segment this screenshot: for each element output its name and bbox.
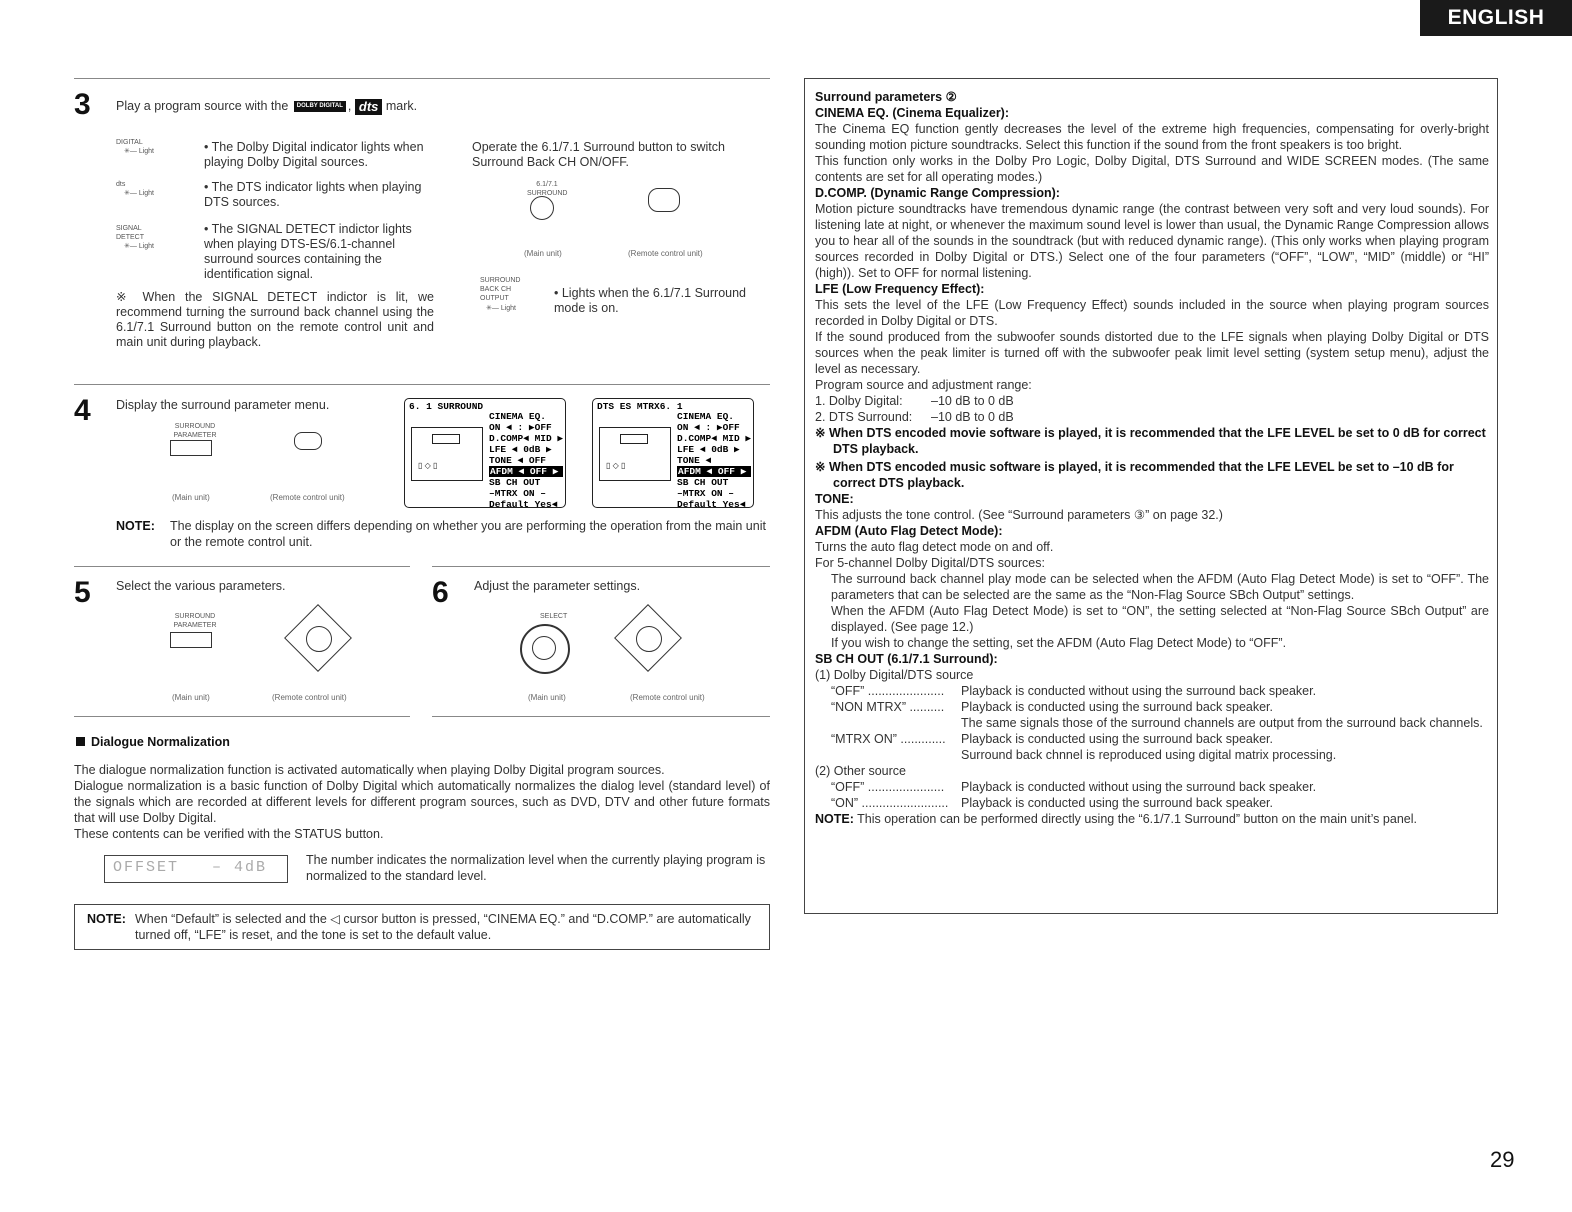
range-value: –10 dB to 0 dB — [931, 394, 1014, 408]
surround-parameter-label: SURROUND PARAMETER — [173, 423, 217, 439]
speaker-diagram: ▯ ◇ ▯ — [411, 427, 483, 481]
lfe-warning: ※ When DTS encoded music software is played, it is recommended that the LFE LEVEL be set to –10 dB for correct DTS playback. — [815, 460, 1454, 490]
dialogue-paragraph: These contents can be verified with the STATUS button. — [74, 827, 384, 841]
sb-source-label: (2) Other source — [815, 764, 907, 778]
main-unit-caption: (Main unit) — [172, 693, 210, 702]
light-label: Light — [138, 148, 154, 155]
osd-line: –MTRX ON – — [489, 488, 547, 499]
light-label: Light — [500, 305, 516, 312]
speaker-diagram: ▯ ◇ ▯ — [599, 427, 671, 481]
osd-line: CINEMA EQ. — [677, 411, 735, 422]
afdm-heading: AFDM (Auto Flag Detect Mode): — [815, 524, 1003, 538]
surround-parameter-button[interactable] — [170, 440, 212, 456]
sb-option-desc: The same signals those of the surround channels are output from the surround back channels. — [961, 716, 1483, 730]
step5-text: Select the various parameters. — [116, 579, 286, 593]
sb-option-row — [815, 779, 1489, 795]
light-label: Light — [138, 190, 154, 197]
osd-title: 6. 1 SURROUND — [409, 401, 484, 412]
main-unit-caption: (Main unit) — [528, 693, 566, 702]
offset-display-text: OFFSET – 4dB — [113, 859, 268, 876]
cinema-eq-text: This function only works in the Dolby Pro Logic, Dolby Digital, DTS Surround and WIDE SCREEN modes. (The same contents are set for all operating modes.) — [815, 154, 1489, 184]
osd-line: ON ◄ : ▶OFF — [489, 422, 552, 433]
osd-screen-surround — [404, 398, 566, 508]
lfe-range-row — [815, 409, 1489, 425]
sb-indicator-text: • Lights when the 6.1/7.1 Surround mode is on. — [554, 286, 747, 315]
note-label: NOTE: — [815, 812, 854, 826]
divider — [432, 716, 770, 717]
osd-line: Default Yes◄ — [489, 499, 558, 510]
sb-light-icon: ✳— Light — [486, 305, 516, 312]
osd-line-selected: AFDM ◄ OFF ▶ — [677, 466, 751, 477]
osd-line: CINEMA EQ. — [489, 411, 547, 422]
divider — [74, 566, 410, 567]
dolby-indicator-text: • The Dolby Digital indicator lights when playing Dolby Digital sources. — [204, 140, 424, 169]
step6-text: Adjust the parameter settings. — [474, 579, 641, 593]
step3-lead: Play a program source with the DOLBY DIGITAL , dts mark. — [116, 98, 418, 114]
remote-unit-caption: (Remote control unit) — [630, 693, 705, 702]
sb-option: “OFF” ...................... — [831, 780, 945, 794]
osd-line: –MTRX ON – — [677, 488, 735, 499]
sb-option-desc: Playback is conducted using the surround back speaker. — [961, 732, 1273, 746]
osd-line: LFE ◄ 0dB ▶ — [489, 444, 552, 455]
sb-option-desc: Surround back chnnel is reproduced using digital matrix processing. — [961, 748, 1337, 762]
step-number: 4 — [74, 394, 91, 427]
divider — [74, 78, 770, 79]
default-note-text: When “Default” is selected and the ◁ cursor button is pressed, “CINEMA EQ.” and “D.COMP.” are automatically turned off, “LFE” is reset, and the tone is set to the default value. — [135, 912, 751, 942]
afdm-text: Turns the auto flag detect mode on and off. — [815, 540, 1054, 554]
afdm-text: For 5-channel Dolby Digital/DTS sources: — [815, 556, 1045, 570]
indicator-label: dts — [116, 181, 126, 188]
lfe-text: This sets the level of the LFE (Low Frequency Effect) sounds included in the source when playing program sources recorded in Dolby Digital or DTS. — [815, 298, 1489, 328]
range-source: 1. Dolby Digital: — [815, 394, 903, 408]
tone-text: This adjusts the tone control. (See “Surround parameters ③” on page 32.) — [815, 508, 1223, 522]
dolby-indicator-icon: DIGITAL ✳— Light — [116, 138, 176, 156]
indicator-label: SIGNAL DETECT — [116, 225, 144, 241]
signal-detect-note: ※ When the SIGNAL DETECT indictor is lit, we recommend turning the surround back channel using the 6.1/7.1 Surround button on the remote control unit and main unit during playback. — [116, 290, 434, 349]
surround-button-label: 6.1/7.1 SURROUND — [527, 181, 568, 197]
sb-indicator-label: SURROUND BACK CH OUTPUT — [480, 277, 521, 302]
osd-line: D.COMP◄ MID ▶ — [489, 433, 564, 444]
dialogue-paragraph: The dialogue normalization function is activated automatically when playing Dolby Digital program sources. — [74, 763, 665, 777]
offset-display — [104, 855, 288, 883]
remote-unit-caption: (Remote control unit) — [270, 493, 345, 502]
step-number: 6 — [432, 576, 449, 609]
select-knob-label: SELECT — [540, 613, 568, 620]
indicator-label: DIGITAL — [116, 139, 143, 146]
signal-detect-icon: SIGNAL DETECT ✳— Light — [116, 225, 154, 250]
divider — [74, 384, 770, 385]
osd-line-selected: AFDM ◄ OFF ▶ — [489, 466, 563, 477]
light-label: Light — [138, 243, 154, 250]
afdm-text: The surround back channel play mode can be selected when the AFDM (Auto Flag Detect Mode) is set to “OFF”. The parameters that can be selected are the same as the “Non-Flag Source SBch Output” settings. — [831, 572, 1489, 602]
sb-option-desc: Playback is conducted using the surround back speaker. — [961, 796, 1273, 810]
tone-heading: TONE: — [815, 492, 854, 506]
sb-option: “MTRX ON” ............. — [831, 732, 946, 746]
osd-line: D.COMP◄ MID ▶ — [677, 433, 752, 444]
dialogue-body — [74, 762, 770, 842]
cursor-pad-icon[interactable] — [284, 604, 354, 674]
osd-menu — [489, 411, 563, 510]
osd-line: SB CH OUT — [677, 477, 729, 488]
step-number: 3 — [74, 88, 91, 121]
osd-line: LFE ◄ 0dB ▶ — [677, 444, 740, 455]
lfe-warning: ※ When DTS encoded movie software is played, it is recommended that the LFE LEVEL be set to 0 dB for correct DTS playback. — [815, 426, 1486, 456]
osd-line: TONE ◄ — [677, 455, 712, 466]
note-label: NOTE: — [116, 519, 155, 533]
dts-indicator-icon: dts ✳— Light — [116, 180, 176, 198]
select-knob-icon[interactable] — [520, 624, 570, 674]
surround-parameter-label: SURROUND PARAMETER — [173, 613, 217, 629]
dolby-digital-logo: DOLBY DIGITAL — [294, 101, 346, 112]
osd-line: TONE ◄ OFF — [489, 455, 547, 466]
cursor-pad-icon[interactable] — [614, 604, 684, 674]
surround-button-icon[interactable] — [530, 196, 554, 220]
main-unit-caption: (Main unit) — [524, 249, 562, 258]
dts-logo: dts — [355, 99, 383, 115]
remote-unit-caption: (Remote control unit) — [628, 249, 703, 258]
operate-text: Operate the 6.1/7.1 Surround button to switch Surround Back CH ON/OFF. — [472, 140, 725, 169]
osd-line: Default Yes◄ — [677, 499, 746, 510]
surround-parameters-panel — [804, 78, 1498, 914]
osd-line: SB CH OUT — [489, 477, 541, 488]
main-unit-caption: (Main unit) — [172, 493, 210, 502]
dcomp-heading: D.COMP. (Dynamic Range Compression): — [815, 186, 1060, 200]
dialogue-heading: Dialogue Normalization — [91, 735, 230, 749]
sb-option-row — [815, 699, 1489, 715]
note-label: NOTE: — [87, 912, 126, 926]
osd-line: ON ◄ : ▶OFF — [677, 422, 740, 433]
lfe-range-row — [815, 393, 1489, 409]
remote-button-icon[interactable] — [294, 432, 322, 450]
sb-option: “OFF” ...................... — [831, 684, 945, 698]
divider — [432, 566, 770, 567]
cinema-eq-text: The Cinema EQ function gently decreases the level of the extreme high frequencies, compensating for overly-bright sounding motion picture soundtracks. Select this function if the sound from the front speakers is too bright. — [815, 122, 1489, 152]
signal-detect-text: • The SIGNAL DETECT indictor lights when playing DTS-ES/6.1-channel surround sources containing the identification signal. — [204, 222, 412, 281]
lfe-heading: LFE (Low Frequency Effect): — [815, 282, 985, 296]
osd-menu — [677, 411, 751, 510]
step3-lead-text: Play a program source with the — [116, 99, 289, 113]
step4-note: The display on the screen differs depending on whether you are performing the operation from the main unit or the remote control unit. — [170, 519, 766, 549]
dts-indicator-text: • The DTS indicator lights when playing DTS sources. — [204, 180, 422, 209]
sb-option: “NON MTRX” .......... — [831, 700, 945, 714]
sb-option: “ON” ......................... — [831, 796, 949, 810]
range-source: 2. DTS Surround: — [815, 410, 913, 424]
sb-option-desc: Playback is conducted without using the surround back speaker. — [961, 684, 1317, 698]
sb-ch-out-heading: SB CH OUT (6.1/7.1 Surround): — [815, 652, 998, 666]
sb-note-text: This operation can be performed directly using the “6.1/7.1 Surround” button on the main unit’s panel. — [857, 812, 1417, 826]
sb-option-desc: Playback is conducted without using the surround back speaker. — [961, 780, 1317, 794]
range-value: –10 dB to 0 dB — [931, 410, 1014, 424]
remote-unit-caption: (Remote control unit) — [272, 693, 347, 702]
sb-option-row — [815, 683, 1489, 699]
default-note-box — [74, 904, 770, 950]
sb-source-label: (1) Dolby Digital/DTS source — [815, 668, 974, 682]
square-bullet-icon — [76, 737, 85, 746]
sb-option-row — [815, 795, 1489, 811]
divider — [74, 716, 410, 717]
osd-screen-dts — [592, 398, 754, 508]
page-number: 29 — [1490, 1147, 1515, 1172]
sb-option-desc: Playback is conducted using the surround back speaker. — [961, 700, 1273, 714]
sb-option-row — [815, 731, 1489, 747]
afdm-text: When the AFDM (Auto Flag Detect Mode) is set to “ON”, the setting selected at “Non-Flag Source SBch Output” are displayed. (See page 12.) — [831, 604, 1489, 634]
language-tab: ENGLISH — [1420, 0, 1572, 36]
lfe-text: Program source and adjustment range: — [815, 378, 1032, 392]
osd-title: DTS ES MTRX6. 1 — [597, 401, 683, 412]
dialogue-paragraph: Dialogue normalization is a basic function of Dolby Digital which automatically normalizes the dialog level (standard level) of the signals which are recorded at different levels for different program sources, such as DVD, DTV and other future formats that will use Dolby Digital. — [74, 779, 770, 825]
remote-button-icon[interactable] — [648, 188, 680, 212]
step-number: 5 — [74, 576, 91, 609]
step4-text: Display the surround parameter menu. — [116, 398, 330, 412]
step3-lead-tail: mark. — [385, 99, 418, 113]
panel-title: Surround parameters ② — [815, 90, 957, 104]
dcomp-text: Motion picture soundtracks have tremendous dynamic range (the contrast between very soft and very loud sounds). For listening late at night, or whenever the maximum sound level is lower than usual, the Dynamic Range Compression allows you to hear all of the sounds in the soundtrack (but with reduced dynamic range). (This only works when playing program sources recorded in Dolby Digital or DTS.) Select one of the four parameters (“OFF”, “LOW”, “MID” (middle) or “HI” (high)). Set to OFF for normal listening. — [815, 202, 1489, 280]
afdm-text: If you wish to change the setting, set the AFDM (Auto Flag Detect Mode) to “OFF”. — [831, 636, 1287, 650]
surround-parameter-button[interactable] — [170, 632, 212, 648]
offset-caption: The number indicates the normalization level when the currently playing program is normalized to the standard level. — [306, 853, 766, 883]
cinema-eq-heading: CINEMA EQ. (Cinema Equalizer): — [815, 106, 1010, 120]
lfe-text: If the sound produced from the subwoofer sounds distorted due to the LFE signals when playing Dolby Digital or DTS sources when the peak limiter is turned off with the subwoofer peak limit level setting (system setup menu), adjust the level as necessary. — [815, 330, 1489, 376]
